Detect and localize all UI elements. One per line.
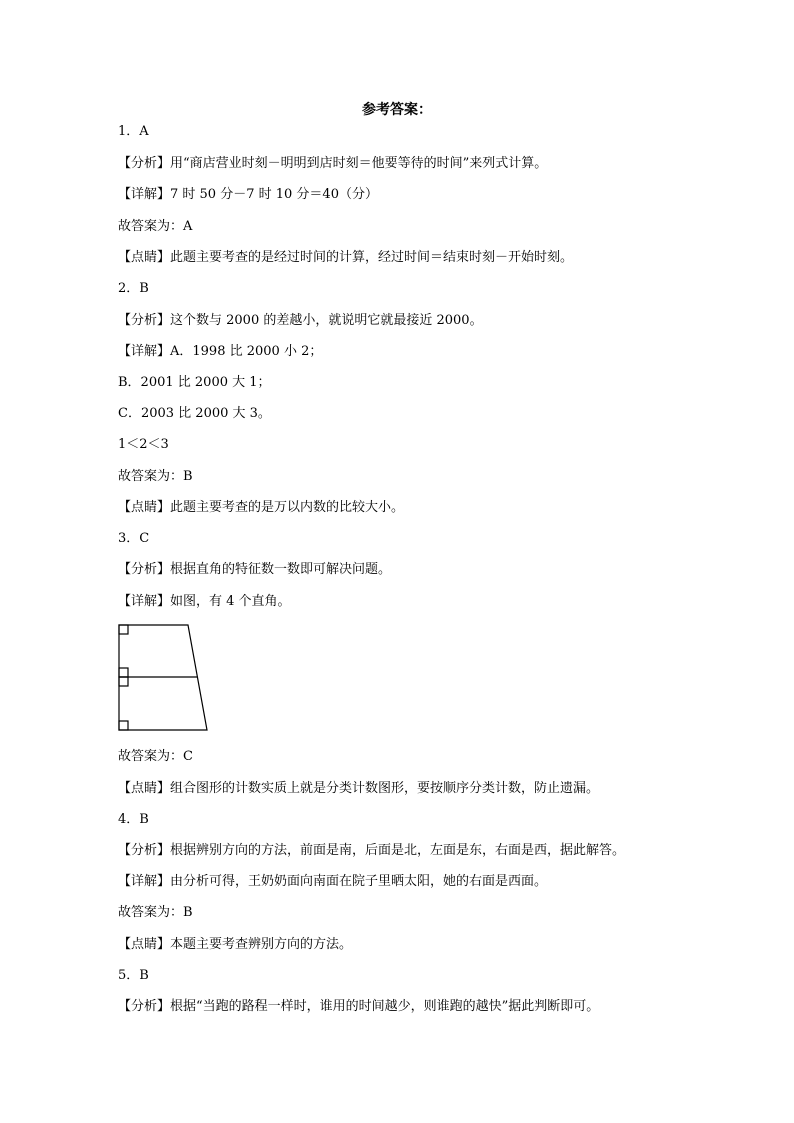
- answer-line: 故答案为：B: [118, 469, 193, 484]
- page-title: 参考答案：: [362, 102, 432, 118]
- answer-line: 故答案为：A: [118, 219, 193, 234]
- answer-number-1: 1．A: [118, 124, 149, 139]
- answer-number-3: 3．C: [118, 531, 150, 546]
- analysis-line: 【分析】这个数与 2000 的差越小，就说明它就最接近 2000。: [118, 313, 483, 328]
- comment-line: 【点睛】此题主要考查的是万以内数的比较大小。: [118, 500, 405, 515]
- right-angle-mark: [119, 677, 128, 686]
- comment-line: 【点睛】此题主要考查的是经过时间的计算，经过时间＝结束时刻－开始时刻。: [118, 250, 574, 265]
- right-angle-mark: [119, 721, 128, 730]
- answer-line: 故答案为：B: [118, 905, 193, 920]
- detail-line: 【详解】由分析可得，王奶奶面向南面在院子里晒太阳，她的右面是西面。: [118, 874, 548, 889]
- analysis-line: 【分析】根据辨别方向的方法，前面是南，后面是北，左面是东，右面是西，据此解答。: [118, 843, 626, 858]
- analysis-line: 【分析】根据直角的特征数一数即可解决问题。: [118, 562, 392, 577]
- answer-number-2: 2．B: [118, 281, 149, 296]
- right-angle-mark: [119, 668, 128, 677]
- detail-line: 【详解】7 时 50 分－7 时 10 分＝40（分）: [118, 187, 378, 202]
- analysis-line: 【分析】根据“当跑的路程一样时，谁用的时间越少，则谁跑的越快”据此判断即可。: [118, 999, 600, 1014]
- comment-line: 【点睛】组合图形的计数实质上就是分类计数图形，要按顺序分类计数，防止遗漏。: [118, 781, 600, 796]
- answer-line: 故答案为：C: [118, 749, 193, 764]
- detail-line: 1＜2＜3: [118, 437, 169, 452]
- right-angle-figure: [118, 624, 210, 732]
- analysis-line: 【分析】用“商店营业时刻－明明到店时刻＝他要等待的时间”来列式计算。: [118, 156, 548, 171]
- detail-line: 【详解】A．1998 比 2000 小 2；: [118, 344, 323, 359]
- detail-line: C．2003 比 2000 大 3。: [118, 406, 271, 421]
- right-angle-mark: [119, 625, 128, 634]
- detail-line: B．2001 比 2000 大 1；: [118, 375, 271, 390]
- detail-line: 【详解】如图，有 4 个直角。: [118, 594, 291, 609]
- answer-number-5: 5．B: [118, 968, 149, 983]
- comment-line: 【点睛】本题主要考查辨别方向的方法。: [118, 937, 353, 952]
- answer-number-4: 4．B: [118, 812, 149, 827]
